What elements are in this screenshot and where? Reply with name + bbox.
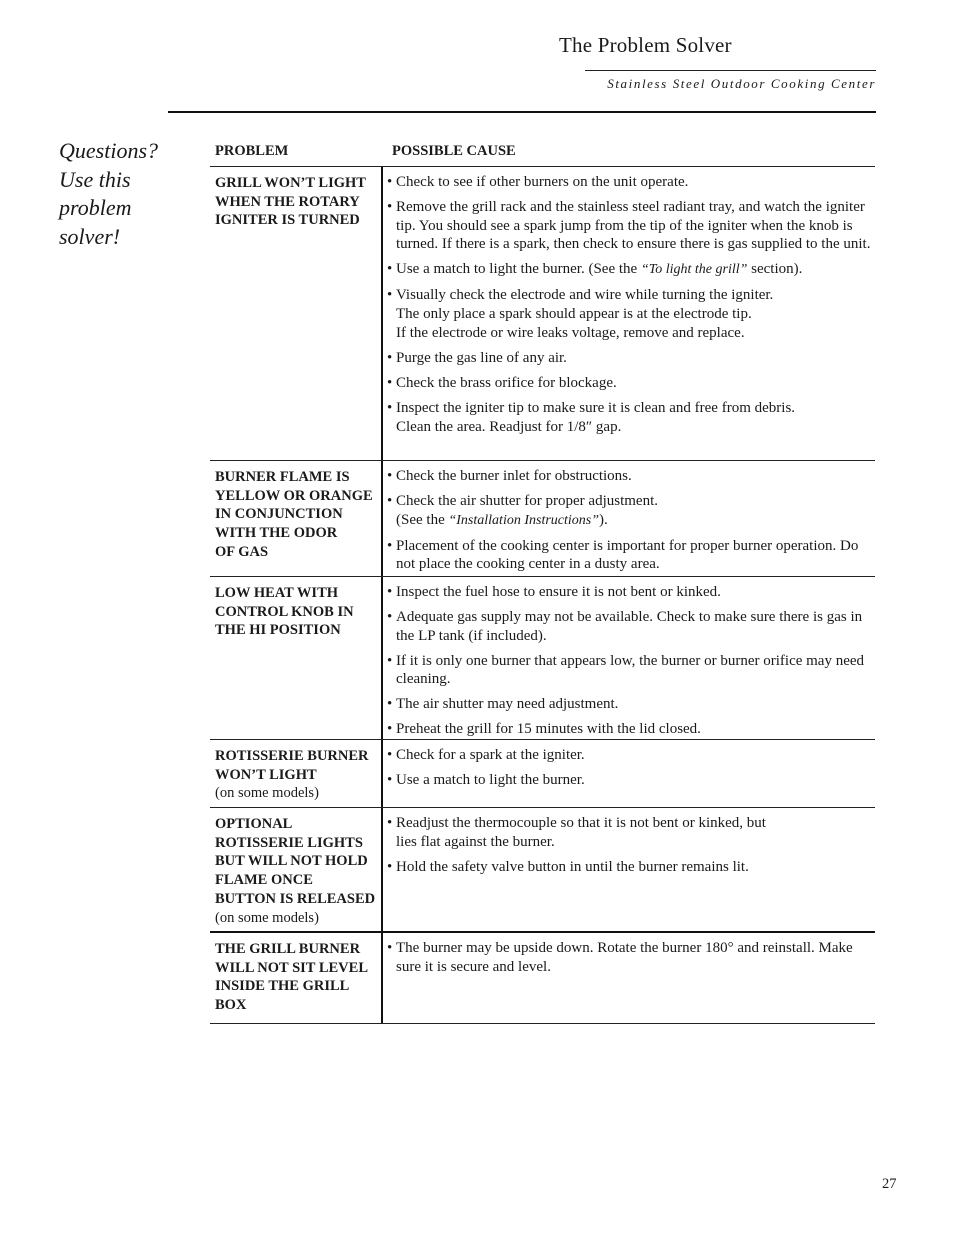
sidebar-line: problem — [59, 195, 132, 220]
bullet-icon: • — [387, 696, 393, 713]
problem-cell — [210, 461, 383, 576]
cause-item — [387, 720, 875, 739]
problem-cell — [210, 167, 383, 460]
cause-item — [387, 771, 875, 790]
problem-label: GRILL WON’T LIGHT WHEN THE ROTARY IGNITER IS TURNED — [215, 175, 366, 229]
bullet-icon: • — [387, 174, 393, 190]
page-number: 27 — [882, 1176, 897, 1192]
cause-item — [387, 198, 875, 254]
cause-item — [387, 858, 875, 877]
problem-label: ROTISSERIE BURNER WON’T LIGHT — [215, 748, 369, 783]
cause-item — [387, 467, 875, 486]
sidebar-line: Questions? — [59, 138, 158, 163]
cause-text: Placement of the cooking center is important for proper burner operation. Do not place the cooking center in a dusty area. — [396, 537, 859, 573]
bullet-icon: • — [387, 493, 393, 509]
problem-cell — [210, 808, 383, 931]
section-divider — [168, 111, 876, 113]
cause-text: Remove the grill rack and the stainless steel radiant tray, and watch the igniter tip. You should see a spark jump from the tip of the igniter when the knob is turned. If there is a spark, then check to ensure there is gas supplied to the unit. — [396, 199, 871, 253]
cause-text: The air shutter may need adjustment. — [396, 696, 619, 713]
bullet-icon: • — [387, 772, 393, 788]
bullet-icon: • — [387, 584, 393, 600]
page-subtitle: Stainless Steel Outdoor Cooking Center — [607, 76, 876, 91]
table-row — [210, 576, 875, 739]
bullet-icon: • — [387, 261, 393, 278]
sidebar-line: Use this — [59, 166, 131, 192]
cause-text: Inspect the fuel hose to ensure it is not bent or kinked. — [396, 584, 721, 600]
cause-text: Use a match to light the burner. (See the “To light the grill” section). — [396, 261, 803, 278]
cause-reference: “Installation Instructions” — [448, 512, 600, 528]
header-divider — [585, 70, 876, 71]
bullet-icon: • — [387, 940, 393, 956]
cause-item — [387, 260, 875, 280]
cause-text: Hold the safety valve button in until the burner remains lit. — [396, 858, 749, 875]
cause-text: The burner may be upside down. Rotate the burner 180° and reinstall. Make sure it is secure and level. — [396, 940, 853, 975]
cause-item — [387, 939, 875, 976]
page-title: The Problem Solver — [559, 33, 732, 57]
cause-item — [387, 652, 875, 689]
cause-text: Readjust the thermocouple so that it is not bent or kinked, but lies flat against the burner. — [396, 815, 766, 850]
cause-text: Inspect the igniter tip to make sure it is clean and free from debris. Clean the area. Readjust for 1/8″ gap. — [396, 399, 796, 435]
problem-cell — [210, 740, 383, 807]
bullet-icon: • — [387, 199, 393, 215]
cause-item — [387, 746, 875, 765]
bullet-icon: • — [387, 815, 393, 831]
cause-reference: “To light the grill” — [640, 262, 748, 278]
cause-cell — [383, 577, 875, 739]
problem-note: (on some models) — [215, 785, 319, 802]
cause-item — [387, 608, 875, 645]
problem-solver-table — [210, 166, 875, 1024]
problem-cell — [210, 577, 383, 739]
bullet-icon: • — [387, 287, 393, 304]
table-row — [210, 460, 875, 576]
cause-item — [387, 537, 875, 574]
sidebar-callout — [59, 137, 199, 251]
bullet-icon: • — [387, 652, 393, 669]
cause-text: Visually check the electrode and wire while turning the igniter. The only place a spark should appear is at the electrode tip. If the electrode or wire leaks voltage, remove and replace. — [396, 287, 774, 341]
cause-cell — [383, 461, 875, 576]
column-header-problem: PROBLEM — [215, 143, 289, 159]
bullet-icon: • — [387, 349, 393, 366]
cause-item — [387, 286, 875, 342]
cause-text: Check to see if other burners on the unit operate. — [396, 174, 689, 190]
cause-item — [387, 399, 875, 436]
cause-text: If it is only one burner that appears low, the burner or burner orifice may need cleaning. — [396, 652, 865, 688]
cause-cell — [383, 740, 875, 807]
bullet-icon: • — [387, 858, 393, 875]
problem-label: BURNER FLAME IS YELLOW OR ORANGE IN CONJUNCTION WITH THE ODOR OF GAS — [215, 469, 373, 560]
cause-text: Check the brass orifice for blockage. — [396, 374, 617, 391]
cause-cell — [383, 808, 875, 931]
cause-item — [387, 695, 875, 714]
bullet-icon: • — [387, 609, 393, 625]
cause-text: Check the air shutter for proper adjustment. (See the “Installation Instructions”). — [396, 493, 659, 528]
cause-item — [387, 349, 875, 368]
bullet-icon: • — [387, 399, 393, 416]
bullet-icon: • — [387, 721, 393, 738]
cause-item — [387, 492, 875, 530]
cause-item — [387, 814, 875, 851]
column-header-cause: POSSIBLE CAUSE — [392, 143, 516, 159]
cause-text: Preheat the grill for 15 minutes with the lid closed. — [396, 721, 701, 738]
cause-text: Use a match to light the burner. — [396, 772, 585, 788]
bullet-icon: • — [387, 468, 393, 484]
table-row — [210, 166, 875, 460]
problem-note: (on some models) — [215, 909, 319, 926]
bullet-icon: • — [387, 374, 393, 391]
table-row — [210, 739, 875, 807]
cause-cell — [383, 167, 875, 460]
bullet-icon: • — [387, 537, 393, 554]
sidebar-line: solver! — [59, 223, 121, 249]
bullet-icon: • — [387, 747, 393, 763]
cause-text: Purge the gas line of any air. — [396, 349, 567, 366]
cause-text: Check for a spark at the igniter. — [396, 747, 585, 763]
problem-cell — [210, 933, 383, 1023]
cause-item — [387, 173, 875, 192]
problem-label: THE GRILL BURNER WILL NOT SIT LEVEL INSIDE THE GRILL BOX — [215, 941, 368, 1014]
cause-item — [387, 374, 875, 393]
cause-item — [387, 583, 875, 602]
problem-label: OPTIONAL ROTISSERIE LIGHTS BUT WILL NOT HOLD FLAME ONCE BUTTON IS RELEASED — [215, 816, 376, 907]
cause-text: Adequate gas supply may not be available. Check to make sure there is gas in the LP tank (if included). — [396, 609, 863, 644]
table-row — [210, 931, 875, 1024]
cause-cell — [383, 933, 875, 1023]
table-row — [210, 807, 875, 931]
problem-label: LOW HEAT WITH CONTROL KNOB IN THE HI POSITION — [215, 585, 354, 639]
cause-text: Check the burner inlet for obstructions. — [396, 468, 632, 484]
